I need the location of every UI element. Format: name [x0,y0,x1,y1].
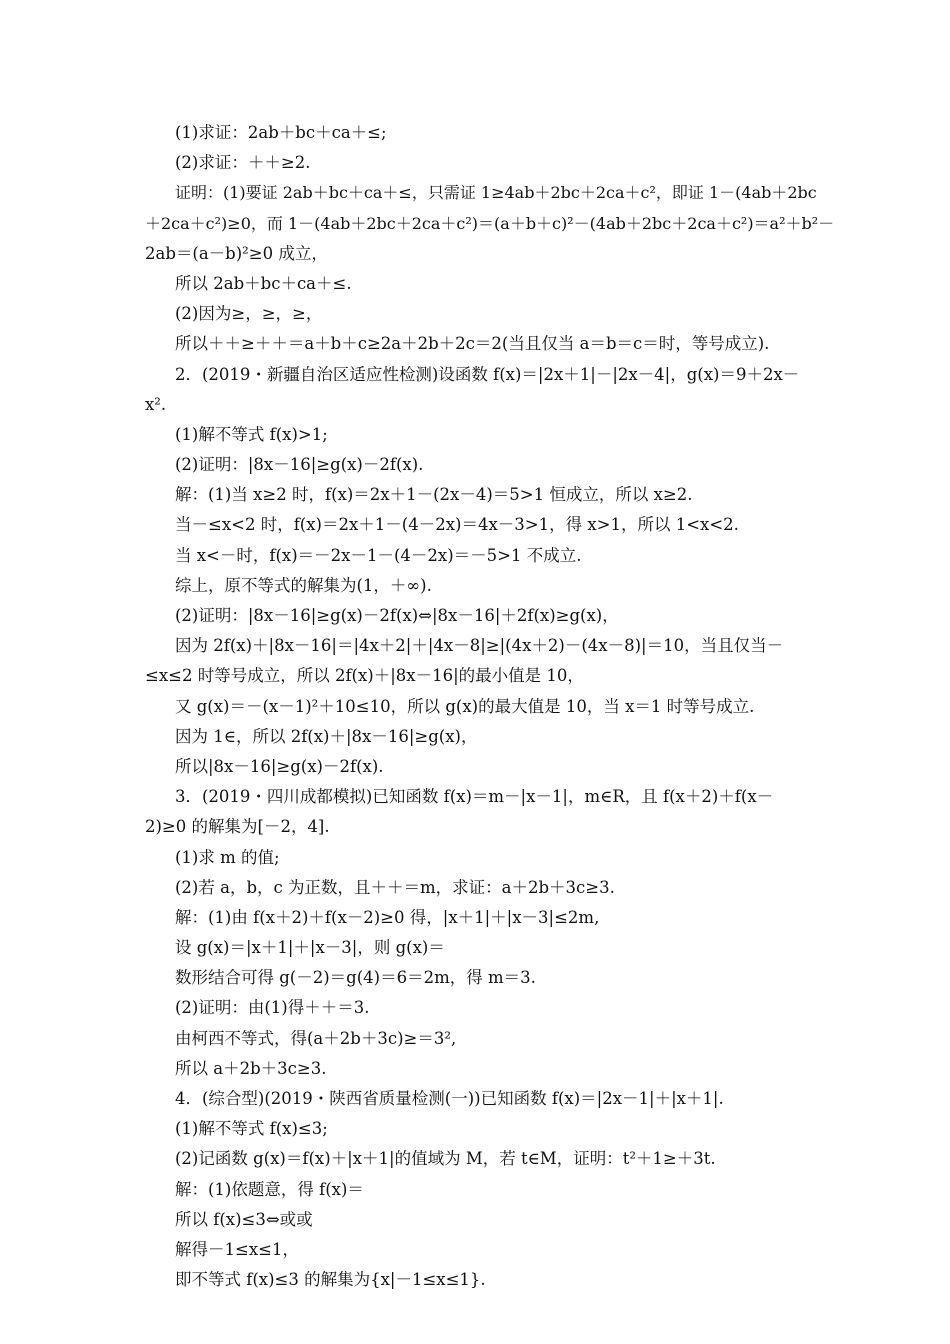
text-line: 设 g(x)＝|x＋1|＋|x－3|，则 g(x)＝ [175,938,445,958]
text-line: 即不等式 f(x)≤3 的解集为{x|－1≤x≤1}. [175,1270,486,1290]
text-line: ＋2ca＋c²)≥0，而 1－(4ab＋2bc＋2ca＋c²)＝(a＋b＋c)²－(4ab＋2bc＋2ca＋c²)＝a²＋b²－ [145,213,835,233]
text-line: x². [145,394,167,414]
text-line: 所以|8x－16|≥g(x)－2f(x). [175,756,384,776]
text-line: (1)求 m 的值; [175,847,280,867]
text-line: 所以 a＋2b＋3c≥3. [175,1058,327,1078]
text-line: (2)求证：＋＋≥2. [175,153,311,173]
text-line: 解：(1)由 f(x＋2)＋f(x－2)≥0 得，|x＋1|＋|x－3|≤2m, [175,907,600,927]
text-line: 解：(1)依题意，得 f(x)＝ [175,1179,364,1199]
text-line: 解得－1≤x≤1， [175,1239,299,1259]
document-body [145,118,835,1295]
text-line: (2)因为≥，≥，≥， [175,304,323,324]
text-line: 所以＋＋≥＋＋＝a＋b＋c≥2a＋2b＋2c＝2(当且仅当 a＝b＝c＝时，等号成立). [175,334,770,354]
text-line: (2)证明：|8x－16|≥g(x)－2f(x)⇔|8x－16|＋2f(x)≥g(x)， [175,606,619,625]
text-line: (2)证明：由(1)得＋＋＝3. [175,998,370,1018]
text-line: (1)求证：2ab＋bc＋ca＋≤; [175,123,387,142]
text-line: (2)证明：|8x－16|≥g(x)－2f(x). [175,455,424,475]
text-line: 解：(1)当 x≥2 时，f(x)＝2x＋1－(2x－4)＝5>1 恒成立，所以 x≥2. [175,485,693,505]
text-line: 2)≥0 的解集为[－2，4]. [145,817,330,837]
text-line: (2)记函数 g(x)＝f(x)＋|x＋1|的值域为 M，若 t∈M，证明：t²＋1≥＋3t. [175,1149,716,1169]
text-line: 所以 2ab＋bc＋ca＋≤. [175,273,352,293]
text-line: 2．(2019・新疆自治区适应性检测)设函数 f(x)＝|2x＋1|－|2x－4|，g(x)＝9＋2x－ [175,364,800,384]
text-line: 由柯西不等式，得(a＋2b＋3c)≥＝3², [175,1028,457,1048]
text-line: (1)解不等式 f(x)>1; [175,424,328,444]
text-line: 3．(2019・四川成都模拟)已知函数 f(x)＝m－|x－1|，m∈R，且 f(x＋2)＋f(x－ [175,787,774,807]
text-line: 证明：(1)要证 2ab＋bc＋ca＋≤，只需证 1≥4ab＋2bc＋2ca＋c²，即证 1－(4ab＋2bc [175,183,817,203]
text-line: 4．(综合型)(2019・陕西省质量检测(一))已知函数 f(x)＝|2x－1|＋|x＋1|. [175,1089,724,1108]
text-line: 数形结合可得 g(－2)＝g(4)＝6＝2m，得 m＝3. [175,968,536,988]
text-line: (2)若 a，b，c 为正数，且＋＋＝m，求证：a＋2b＋3c≥3. [175,877,615,897]
text-line: 所以 f(x)≤3⇔或或 [175,1209,313,1229]
text-line: 当 x<－时，f(x)＝－2x－1－(4－2x)＝－5>1 不成立. [175,545,582,565]
text-line: 2ab＝(a－b)²≥0 成立， [145,243,328,263]
text-line: 因为 1∈，所以 2f(x)＋|8x－16|≥g(x)， [175,726,478,746]
text-line: 又 g(x)＝－(x－1)²＋10≤10，所以 g(x)的最大值是 10，当 x＝1 时等号成立. [175,696,755,716]
text-line: (1)解不等式 f(x)≤3; [175,1119,328,1139]
text-line: ≤x≤2 时等号成立，所以 2f(x)＋|8x－16|的最小值是 10， [145,666,584,686]
text-line: 综上，原不等式的解集为(1，＋∞). [175,575,432,595]
text-line: 因为 2f(x)＋|8x－16|＝|4x＋2|＋|4x－8|≥|(4x＋2)－(4x－8)|＝10，当且仅当－ [175,636,784,656]
text-line: 当－≤x<2 时，f(x)＝2x＋1－(4－2x)＝4x－3>1，得 x>1，所以 1<x<2. [175,515,739,535]
